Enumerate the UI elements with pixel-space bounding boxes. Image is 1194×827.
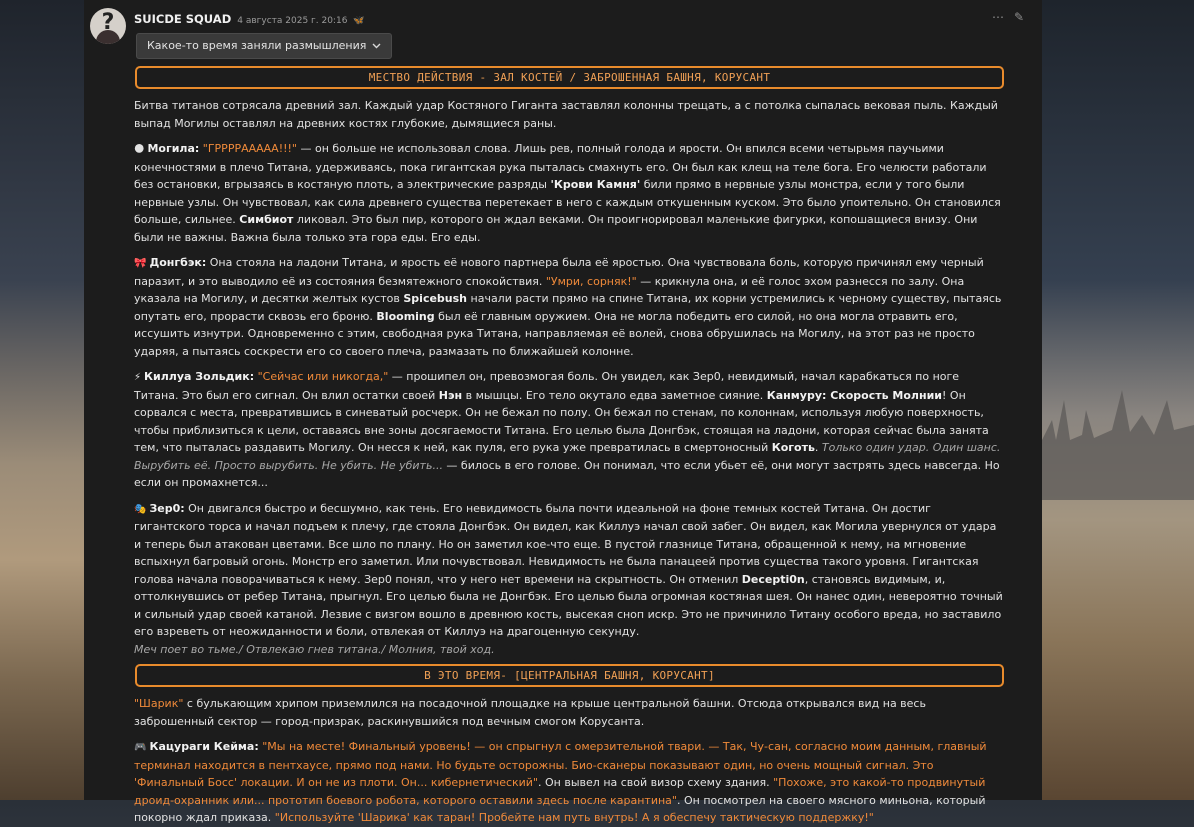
text: в мышцы. Его тело окутало едва заметное сияние. [462, 388, 767, 402]
text: Она стояла на ладони Титана, и ярость её нового партнера была её яростью. Она чувствовала боль, которую причинял ему черный паразит, и это выводило её из состояния безмятежного спокойствия. [134, 256, 984, 288]
quote-katsuragi: "Похоже, это какой-то продвинутый дроид-охранник или... прототип боевого робота, которого оставили здесь после карантина" [134, 776, 986, 807]
text: был её главным оружием. Она не могла победить его силой, но она могла отравить его, иссушить изнутри. Одновременно с этим, свободная рука Титана, направляемая её волей, снова обрушилась на Могилу, на этот раз не просто ударяя, а пытаясь соскрести его со своего плеча, размазать по ближайшей колонне. [134, 309, 975, 358]
author-name[interactable]: SUICDE SQUAD [134, 12, 232, 26]
text: начали расти прямо на спине Титана, их корни устремились к черному существу, пытаясь опутать его, прорасти сквозь его броню. [134, 292, 1002, 323]
section-title-meanwhile: В ЭТО ВРЕМЯ- [ЦЕНТРАЛЬНАЯ БАШНЯ, КОРУСАНТ] [135, 664, 1004, 687]
paragraph-intro: Битва титанов сотрясала древний зал. Каждый удар Костяного Гиганта заставлял колонны трещать, а с потолка сыпалась вековая пыль. Каждый выпад Могилы оставлял на древних костях глубокие, дымящиеся раны. [134, 99, 998, 130]
speaker-mogila: Могила: [147, 142, 200, 155]
gamepad-icon: 🎮 [134, 742, 147, 753]
ruins-silhouette [1042, 380, 1194, 500]
post-content [134, 66, 1004, 827]
paragraph-sharik [134, 695, 1004, 730]
haiku-line: Меч поет во тьме./ Отвлекаю гнев титана./ Молния, твой ход. [134, 642, 495, 656]
lightning-icon: ⚡ [134, 372, 142, 383]
text: били прямо в нервные узлы монстра, если у того были нервные узлы. Он чувствовал, как сила древнего существа перетекает в него с каждым откушенным куском. Это было упоительно. Он становился больше, сильнее. [134, 178, 1001, 226]
thinking-dropdown-label: Какое-то время заняли размышления [147, 39, 367, 52]
background-left [0, 0, 84, 800]
chevron-down-icon [372, 43, 381, 49]
bold-term: Канмуру: Скорость Молнии [766, 388, 942, 402]
butterfly-icon: 🦋 [353, 16, 365, 26]
speaker-zep: Зер0: [149, 501, 185, 515]
post-tools [992, 10, 1024, 24]
text: с булькающим хрипом приземлился на посадочной площадке на крыше центральной башни. Отсюда открывался вид на весь заброшенный сектор — город-призрак, раскинувшийся под вечным смогом Корусанта. [134, 697, 926, 728]
text: — прошипел он, превозмогая боль. Он увидел, как Зер0, невидимый, начал карабкаться по ноге Титана. Это был его сигнал. Он влил остатки своей [134, 370, 960, 402]
paragraph-katsuragi [134, 738, 1004, 827]
bold-term: Decepti0n [741, 572, 805, 586]
bold-term: Симбиот [239, 213, 294, 226]
quote-katsuragi: "Используйте 'Шарика' как таран! Пробейте нам путь внутрь! А я обеспечу тактическую поддержку!" [274, 811, 874, 824]
speaker-killua: Киллуа Зольдик: [144, 370, 255, 383]
thinking-dropdown[interactable] [136, 33, 392, 59]
masks-icon: 🎭 [134, 503, 147, 515]
ribbon-icon: 🎀 [134, 258, 147, 269]
quote-dongbek: "Умри, сорняк!" [545, 274, 637, 288]
quote-sharik: "Шарик" [134, 697, 184, 710]
paragraph-mogila [134, 140, 1004, 246]
bold-term: Нэн [438, 388, 463, 402]
quote-mogila: "ГРРРРААААА!!!" [202, 142, 297, 155]
italic-thought: Только один удар. Один шанс. Вырубить её. Просто вырубить. Не убить. Не убить... [134, 441, 1001, 472]
bold-term: Spicebush [403, 292, 468, 305]
text: Он двигался быстро и бесшумно, как тень. Его невидимость была почти идеальной на фоне темных костей Титана. Он достиг гигантского торса и начал подъем к плечу, где стояла Донгбэк. Он видел, как Киллуэ начал свой забег. Он видел, как Могила увернулся от удара и теперь был атакован цветами. Все шло по плану. Но он заметил кое-что еще. В пустой глазнице Титана, обращенной к нему, на мгновение вспыхнул багровый огонь. Монстр его заметил. Или почувствовал. Невидимость не была панацеей против существа такого уровня. Гигантская голова начала поворачиваться к нему. Зер0 понял, что у него нет времени на скрытность. Он отменил [134, 501, 997, 586]
text: . Он посмотрел на своего мясного миньона, который покорно ждал приказа. [134, 793, 986, 824]
post-header [134, 12, 365, 28]
bold-term: Blooming [376, 309, 435, 323]
text: — он больше не использовал слова. Лишь рев, полный голода и ярости. Он впился всеми четырьмя паучьими конечностями в плечо Титана, удерживаясь, пока гигантская рука пыталась смахнуть его. Он был как клещ на теле бога. Его челюсти работали без остановки, вгрызаясь в костяную плоть, а электрические разряды [134, 142, 987, 191]
text: — крикнула она, и её голос эхом разнесся по залу. Она указала на Могилу, и десятки желтых кустов [134, 274, 965, 305]
post-date[interactable]: 4 августа 2025 г. 20:16 [237, 16, 348, 26]
paragraph-dongbek [134, 254, 1004, 360]
dark-moon-icon: 🌑 [134, 144, 145, 155]
more-options-icon[interactable]: ⋯ [991, 10, 1004, 24]
speaker-dongbek: Донгбэк: [149, 256, 207, 269]
bold-term: Коготь [771, 441, 815, 454]
bold-term: 'Крови Камня' [550, 178, 641, 191]
text: , становясь видимым, и, оттолкнувшись от ребер Титана, прыгнул. Его целью была не Донгбэк. Его целью была огромная костяная шея. Он нанес один, невероятно точный и сильный удар своей катаной. Лезвие с визгом вошло в древнюю кость, высекая сноп искр. Это не причинило Титану особого вреда, но заставило его взреветь от неожиданности и боли, отвлекая от Киллуэ на драгоценную секунду. [134, 572, 1003, 638]
avatar-question-mark: ? [101, 10, 115, 35]
background-right [1042, 0, 1194, 800]
text: ликовал. Это был пир, которого он ждал веками. Он проигнорировал маленькие фигурки, копошащиеся внизу. Они были не важны. Важна была только эта гора еды. Его еды. [134, 213, 978, 244]
paragraph-zep [134, 500, 1004, 641]
quote-katsuragi: "Мы на месте! Финальный уровень! — он спрыгнул с омерзительной твари. — Так, Чу-сан, согласно моим данным, главный терминал находится в пентхаусе, прямо под нами. Но будьте осторожны. Био-сканеры показывают один, но очень мощный сигнал. Это 'Финальный Босс' локации. И он не из плоти. Он... кибернетический" [134, 740, 987, 789]
edit-icon[interactable]: ✎ [1013, 10, 1024, 24]
speaker-katsuragi: Кацураги Кейма: [149, 740, 259, 753]
avatar[interactable] [90, 8, 126, 44]
quote-killua: "Сейчас или никогда," [257, 370, 389, 383]
text: — билось в его голове. Он понимал, что если убьет её, они могут застрять здесь навсегда. Но если он промахнется... [134, 458, 1000, 489]
text: ! Он сорвался с места, превратившись в синеватый росчерк. Он не бежал по полу. Он бежал по стенам, по колоннам, используя любую поверхность, чтобы приблизиться к цели, оставаясь вне зоны досягаемости Титана. Его целью была Донгбэк, стоящая на ладони, которая сейчас была занята тем, что пыталась раздавить Могилу. Он несся к ней, как пуля, его рука уже превратилась в смертоносный [134, 388, 989, 454]
forum-post [84, 0, 1042, 824]
paragraph-killua [134, 368, 1004, 492]
section-title-location: МЕСТВО ДЕЙСТВИЯ - ЗАЛ КОСТЕЙ / ЗАБРОШЕННАЯ БАШНЯ, КОРУСАНТ [135, 66, 1004, 89]
text: . [814, 441, 822, 454]
text: . Он вывел на свой визор схему здания. [538, 776, 774, 789]
